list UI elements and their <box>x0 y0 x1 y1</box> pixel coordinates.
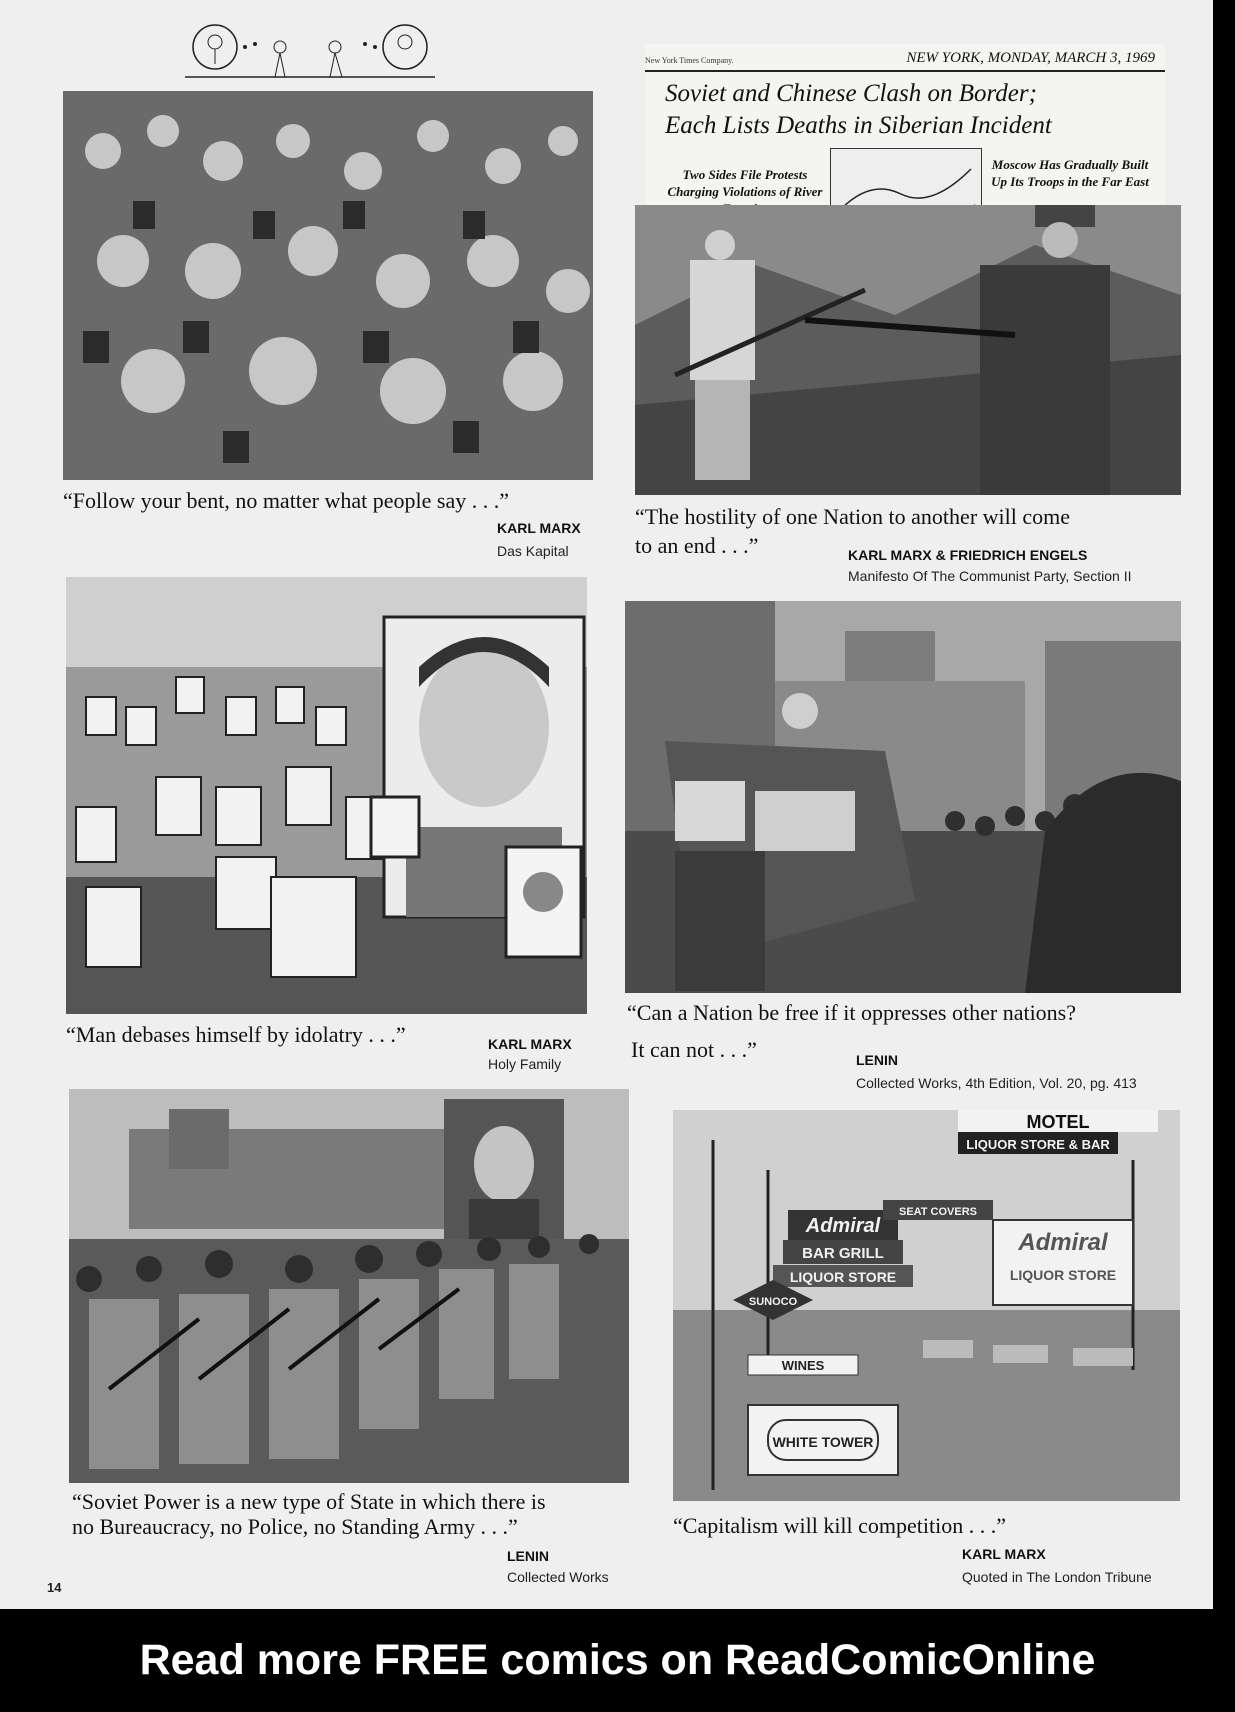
quote-source: Collected Works, 4th Edition, Vol. 20, pg. 413 <box>856 1075 1137 1091</box>
sign-liquor-store-bar: LIQUOR STORE & BAR <box>966 1137 1110 1152</box>
quote-source: Manifesto Of The Communist Party, Section II <box>848 568 1132 584</box>
sign-bar-grill: BAR GRILL <box>802 1245 884 1262</box>
quote-text-line-2: It can not . . .” <box>631 1037 757 1062</box>
quote-source: Collected Works <box>507 1569 609 1585</box>
page-number: 14 <box>47 1580 62 1595</box>
clipping-dateline <box>645 48 1165 72</box>
sign-wines: WINES <box>781 1358 825 1373</box>
sign-admiral-large: Admiral <box>1018 1229 1108 1256</box>
sign-liquor-store-small: LIQUOR STORE <box>789 1269 897 1285</box>
quote-source: Das Kapital <box>497 543 569 559</box>
clipping-credit: New York Times Company. <box>645 56 734 65</box>
clipping-date: NEW YORK, MONDAY, MARCH 3, 1969 <box>906 50 1155 66</box>
quote-text-line-1: “Soviet Power is a new type of State in which there is <box>72 1489 546 1514</box>
quote-source: Quoted in The London Tribune <box>962 1569 1152 1585</box>
sign-sunoco: SUNOCO <box>748 1296 798 1308</box>
photo-prague-tank <box>625 601 1181 993</box>
quote-author: LENIN <box>507 1548 549 1564</box>
photo-mao-portraits <box>66 577 587 1014</box>
quote-author: KARL MARX <box>497 520 581 536</box>
quote-author: KARL MARX & FRIEDRICH ENGELS <box>848 547 1088 563</box>
clipping-headline-1: Soviet and Chinese Clash on Border; <box>665 80 1037 107</box>
quote-author: KARL MARX <box>962 1546 1046 1562</box>
photo-crowd-red-books <box>63 91 593 480</box>
quote-text-line-1: “Can a Nation be free if it oppresses other nations? <box>627 1000 1077 1025</box>
photo-red-square-parade <box>69 1089 629 1483</box>
quote-text-line-1: “The hostility of one Nation to another will come <box>635 504 1071 529</box>
quote-text: “Man debases himself by idolatry . . .” <box>66 1022 406 1047</box>
quote-text-line-2: no Bureaucracy, no Police, no Standing Army . . .” <box>72 1514 518 1539</box>
sign-motel: MOTEL <box>1026 1112 1090 1132</box>
quote-text: “Follow your bent, no matter what people say . . .” <box>63 488 510 513</box>
clipping-headline-2: Each Lists Deaths in Siberian Incident <box>665 112 1052 139</box>
sign-seat-covers: SEAT COVERS <box>898 1206 978 1218</box>
quote-author: KARL MARX <box>488 1036 572 1052</box>
sign-white-tower: WHITE TOWER <box>772 1434 874 1450</box>
quote-source: Holy Family <box>488 1056 562 1072</box>
sign-liquor-store-large: LIQUOR STORE <box>1009 1267 1117 1283</box>
cartoon-doodle-icon <box>185 22 435 92</box>
quote-text-line-2: to an end . . .” <box>635 533 759 558</box>
clipping-subhead-right: Moscow Has Gradually Built Up Its Troops in the Far East <box>991 157 1149 189</box>
quote-text: “Capitalism will kill competition . . .” <box>673 1513 1007 1538</box>
photo-commercial-strip <box>673 1110 1180 1501</box>
photo-border-clash <box>635 205 1181 495</box>
clipping-subhead-left: Two Sides File Protests Charging Violations of River <box>667 167 823 199</box>
quote-author: LENIN <box>856 1052 898 1068</box>
read-more-comics-link[interactable]: Read more FREE comics on ReadComicOnline <box>0 1609 1235 1712</box>
sign-admiral-small: Admiral <box>805 1215 881 1237</box>
